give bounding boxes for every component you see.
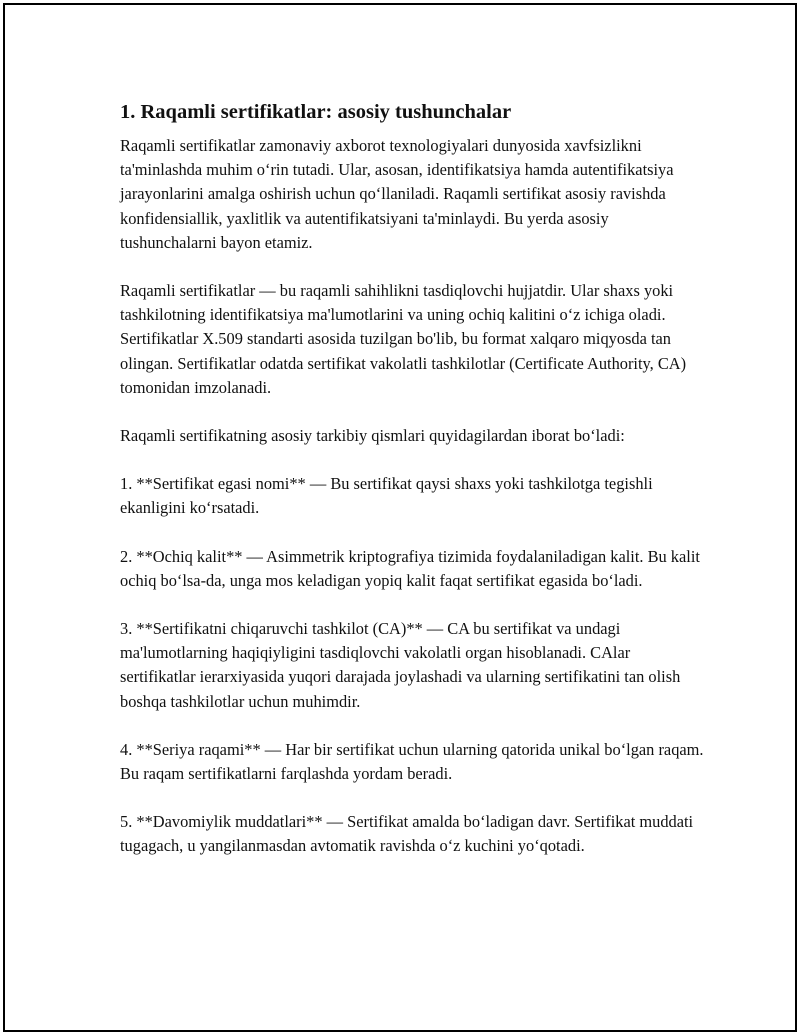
section-heading: 1. Raqamli sertifikatlar: asosiy tushunchalar: [120, 101, 512, 123]
paragraph-components-intro: Raqamli sertifikatning asosiy tarkibiy qismlari quyidagilardan iborat bo‘ladi:: [120, 426, 625, 446]
list-item-owner-name: 1. **Sertifikat egasi nomi** — Bu sertifikat qaysi shaxs yoki tashkilotga tegishli ekanligini ko‘rsatadi.: [120, 474, 653, 518]
page-frame: [3, 3, 797, 1032]
list-item-serial-number: 4. **Seriya raqami** — Har bir sertifikat uchun ularning qatorida unikal bo‘lgan raqam. Bu raqam sertifikatlarni farqlashda yordam beradi.: [120, 739, 704, 784]
document-body: [120, 101, 705, 859]
paragraph-definition: Raqamli sertifikatlar — bu raqamli sahihlikni tasdiqlovchi hujjatdir. Ular shaxs yoki tashkilotning identifikatsiya ma'lumotlarini va uning ochiq kalitini o‘z ichiga oladi. Sertifikatlar X.509 standarti asosida tuzilgan bo'lib, bu format xalqaro miqyosda tan olingan. Sertifikatlar odatda sertifikat vakolatli tashkilotlar (Certificate Authority, CA) tomonidan imzolanadi.: [120, 281, 687, 397]
list-item-validity-period: 5. **Davomiylik muddatlari** — Sertifikat amalda bo‘ladigan davr. Sertifikat muddati tugagach, u yangilanmasdan avtomatik ravishda o‘z kuchini yo‘qotadi.: [120, 812, 694, 856]
list-item-public-key: 2. **Ochiq kalit** — Asimmetrik kriptografiya tizimida foydalaniladigan kalit. Bu kalit ochiq bo‘lsa-da, unga mos keladigan yopiq kalit faqat sertifikat egasida bo‘ladi.: [120, 546, 700, 590]
list-item-issuer-ca: 3. **Sertifikatni chiqaruvchi tashkilot (CA)** — CA bu sertifikat va undagi ma'lumotlarning haqiqiyligini tasdiqlovchi vakolatli organ hisoblanadi. CAlar sertifikatlar ierarxiyasida yuqori darajada joylashadi va ularning sertifikatini tan olish boshqa tashkilotlar uchun muhimdir.: [120, 619, 681, 711]
paragraph-intro: Raqamli sertifikatlar zamonaviy axborot texnologiyalari dunyosida xavfsizlikni ta'minlashda muhim o‘rin tutadi. Ular, asosan, identifikatsiya hamda autentifikatsiya jarayonlarini amalga oshirish uchun qo‘llaniladi. Raqamli sertifikat asosiy ravishda konfidensiallik, yaxlitlik va autentifikatsiyani ta'minlaydi. Bu yerda asosiy tushunchalarni bayon etamiz.: [120, 136, 674, 252]
